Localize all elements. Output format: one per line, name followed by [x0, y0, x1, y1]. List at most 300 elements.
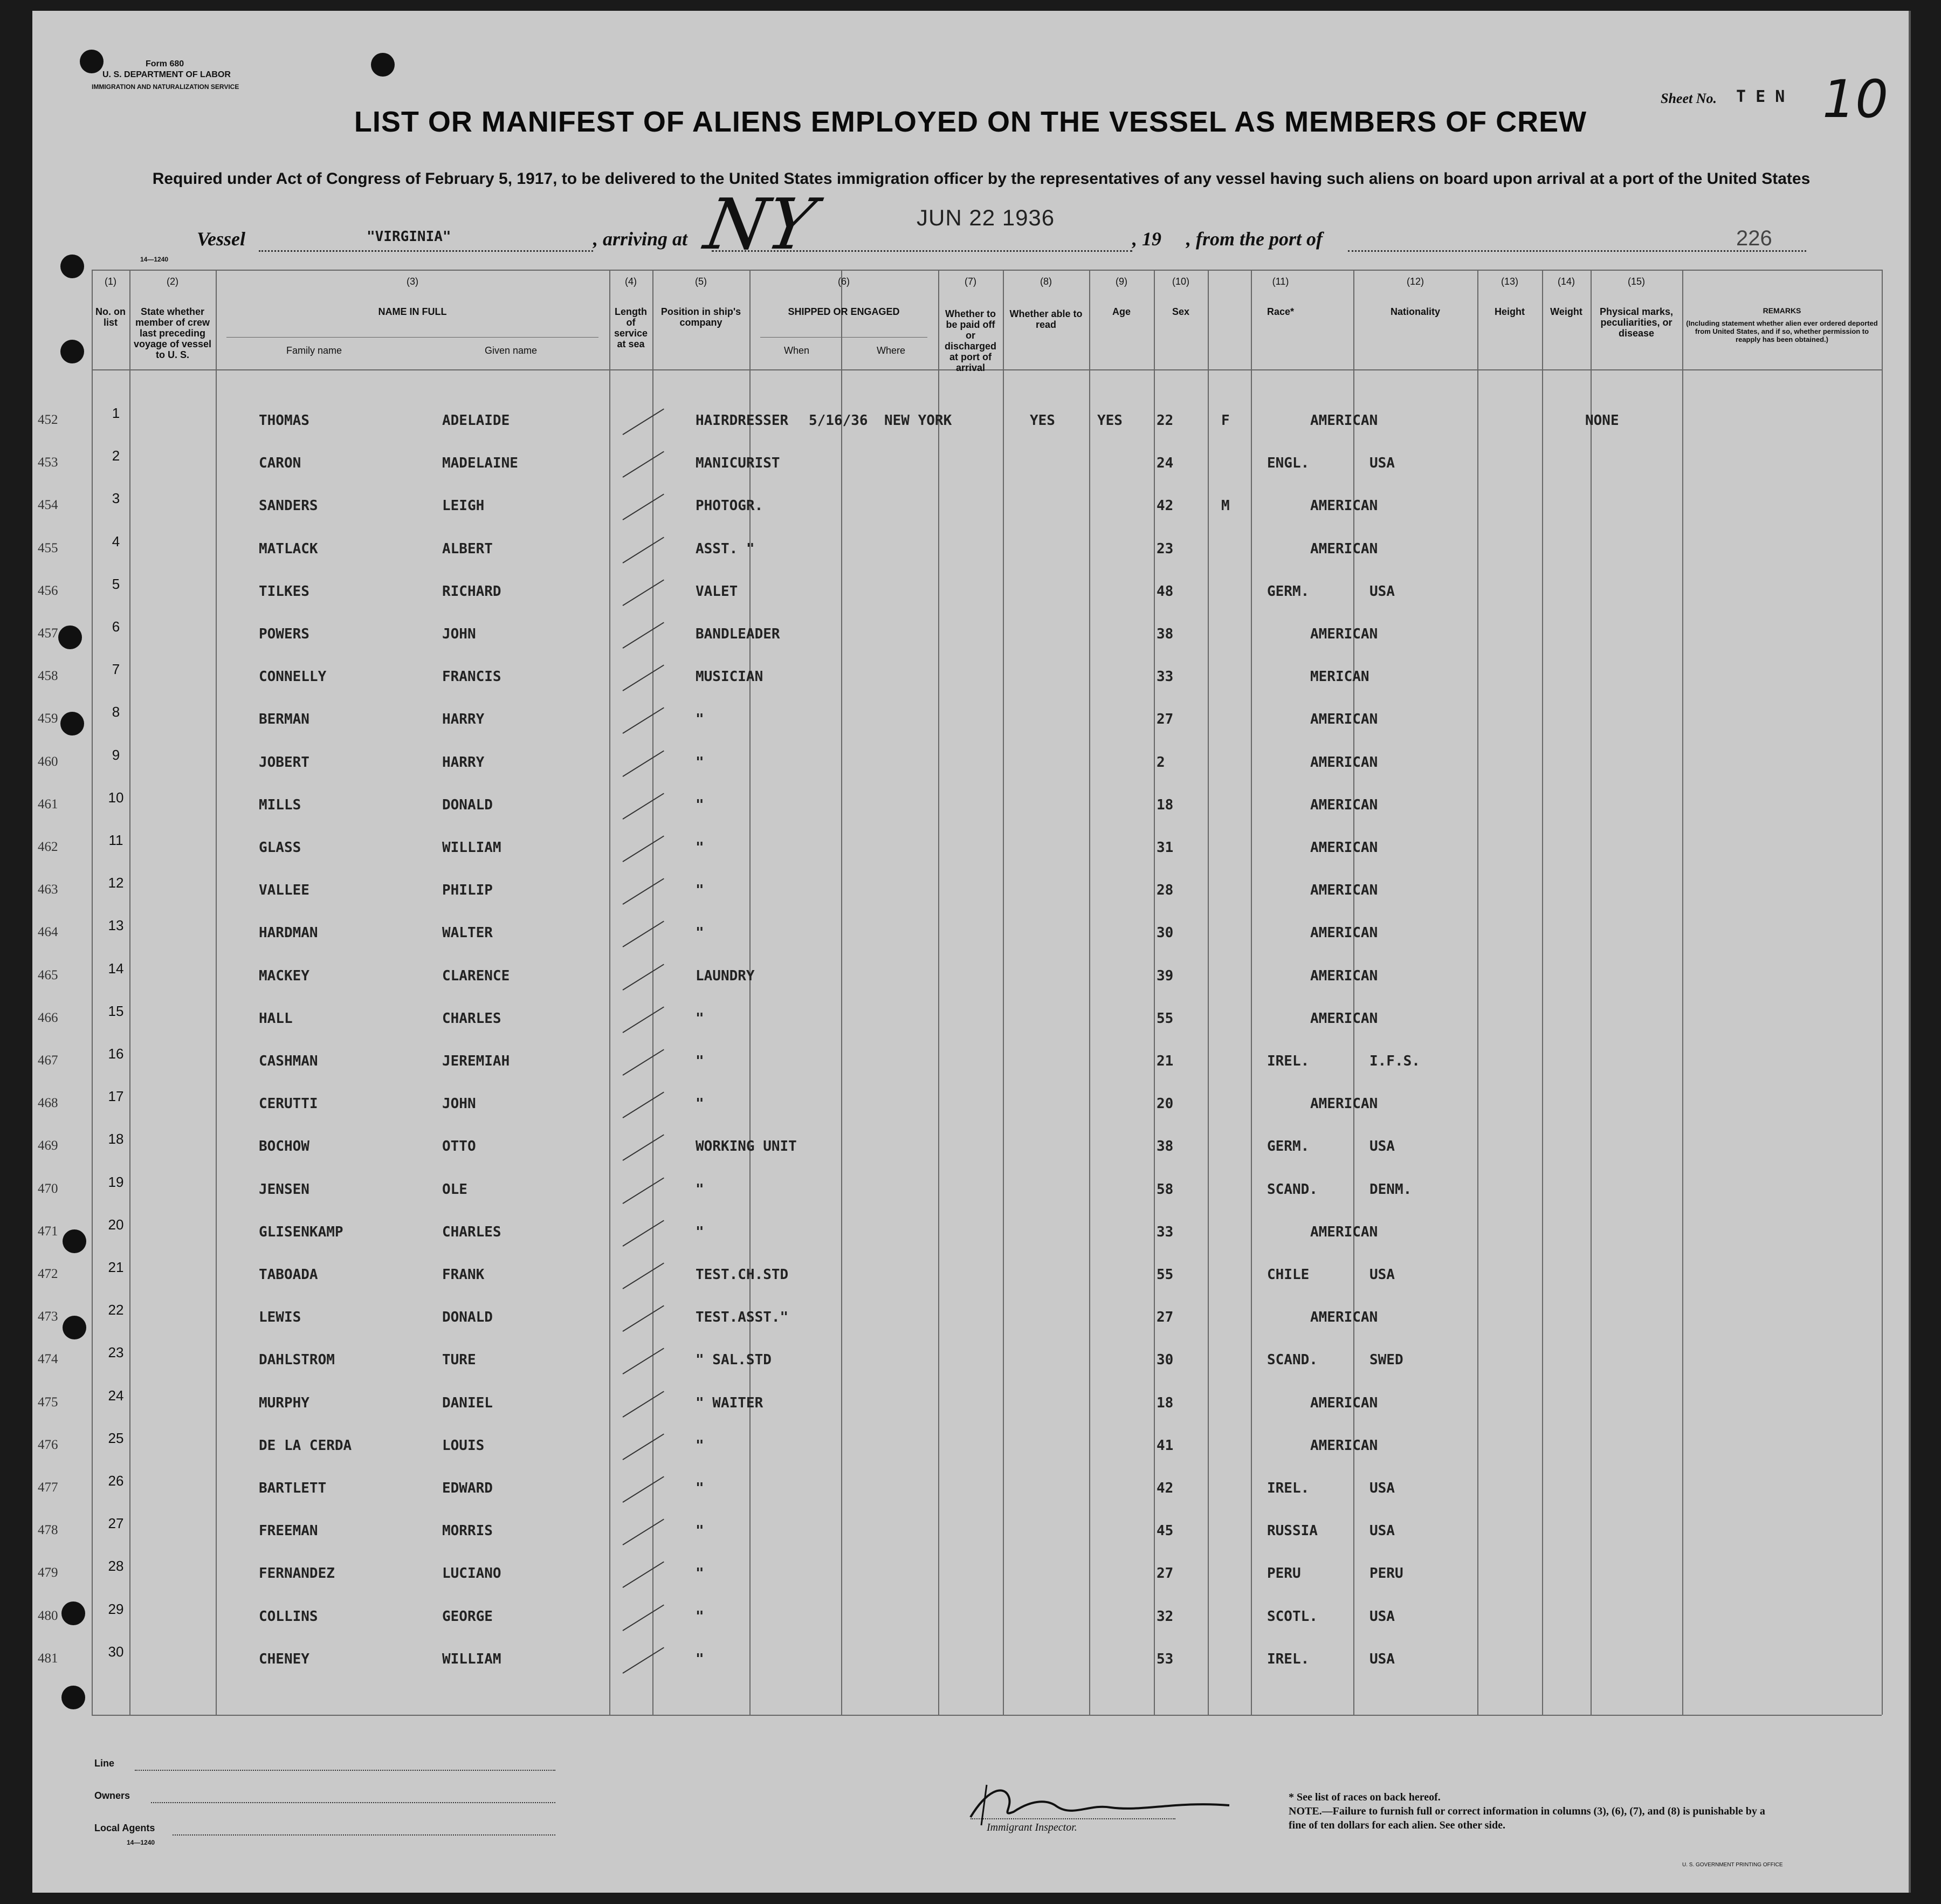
date-stamp: JUN 22 1936: [917, 205, 1055, 230]
row-number: 27: [108, 1515, 124, 1532]
race: AMERICAN: [1310, 840, 1378, 856]
manifest-number: 465: [38, 967, 58, 982]
sex: F: [1221, 413, 1230, 429]
race: SCAND.: [1267, 1352, 1318, 1369]
family-name: JOBERT: [259, 754, 309, 771]
column-header: No. on list: [95, 306, 126, 328]
age: 42: [1157, 1480, 1174, 1496]
row-number: 13: [108, 917, 124, 934]
nationality: USA: [1369, 1138, 1395, 1155]
given-name: DANIEL: [442, 1394, 493, 1411]
form-number: Form 680: [146, 59, 184, 68]
row-number: 8: [112, 704, 120, 720]
given-name: LEIGH: [442, 498, 485, 514]
manifest-number: 454: [38, 498, 58, 513]
table-row: [92, 1643, 1882, 1688]
nationality: USA: [1369, 583, 1395, 600]
race: AMERICAN: [1310, 796, 1378, 813]
family-name: DE LA CERDA: [259, 1437, 352, 1454]
age: 42: [1157, 498, 1174, 514]
given-name: WILLIAM: [442, 1651, 501, 1667]
column-number: (6): [838, 276, 850, 287]
given-name: FRANCIS: [442, 669, 501, 685]
manifest-number: 470: [38, 1181, 58, 1196]
family-name: SANDERS: [259, 498, 318, 514]
family-name: CARON: [259, 455, 301, 472]
shipped-where: NEW YORK: [884, 413, 952, 429]
table-row: [92, 1002, 1882, 1048]
column-number: (7): [965, 276, 976, 287]
row-number: 16: [108, 1046, 124, 1062]
row-number: 6: [112, 618, 120, 635]
position: BANDLEADER: [696, 626, 780, 642]
table-row: [92, 1560, 1882, 1603]
given-name: JOHN: [442, 626, 476, 642]
table-row: [92, 746, 1882, 792]
nationality: PERU: [1369, 1565, 1403, 1582]
table-row: [92, 877, 1882, 919]
given-name: EDWARD: [442, 1480, 493, 1496]
printer-credit: U. S. GOVERNMENT PRINTING OFFICE: [1682, 1862, 1783, 1868]
manifest-number: 472: [38, 1267, 58, 1281]
race: AMERICAN: [1310, 925, 1378, 941]
table-row: [92, 1261, 1882, 1304]
family-name: TABOADA: [259, 1267, 318, 1283]
family-name: JENSEN: [259, 1181, 309, 1198]
table-bottom-border: [92, 1715, 1882, 1716]
manifest-number: 467: [38, 1053, 58, 1068]
row-number: 17: [108, 1088, 124, 1105]
family-name: DAHLSTROM: [259, 1352, 335, 1369]
age: 27: [1157, 711, 1174, 728]
race: GERM.: [1267, 1138, 1310, 1155]
position: ": [696, 796, 704, 813]
nationality: USA: [1369, 1480, 1395, 1496]
column-number: (8): [1040, 276, 1052, 287]
table-row: [92, 492, 1882, 535]
given-name: RICHARD: [442, 583, 501, 600]
given-name: MORRIS: [442, 1523, 493, 1539]
column-header: Physical marks, peculiarities, or disease: [1599, 306, 1674, 339]
form-code: 14—1240: [140, 256, 169, 263]
age: 55: [1157, 1010, 1174, 1027]
table-row: [92, 663, 1882, 706]
manifest-number: 478: [38, 1523, 58, 1538]
column-header: Length of service at sea: [614, 306, 648, 349]
row-number: 3: [112, 490, 120, 507]
inspector-line: [970, 1818, 1175, 1819]
table-row: [92, 1133, 1882, 1176]
race: AMERICAN: [1310, 413, 1378, 429]
column-header: Whether able to read: [1009, 308, 1083, 330]
family-name: GLASS: [259, 840, 301, 856]
column-header: Height: [1495, 306, 1525, 317]
races-note: * See list of races on back hereof.: [1289, 1791, 1441, 1803]
column-number: (10): [1172, 276, 1189, 287]
position: ": [696, 1010, 704, 1027]
position: TEST.ASST.": [696, 1309, 789, 1326]
table-row: [92, 1090, 1882, 1133]
manifest-number: 456: [38, 583, 58, 598]
age: 38: [1157, 1138, 1174, 1155]
row-number: 23: [108, 1344, 124, 1361]
manifest-number: 462: [38, 840, 58, 854]
table-row: [92, 1390, 1882, 1432]
age: 48: [1157, 583, 1174, 600]
row-number: 10: [108, 789, 124, 806]
table-top-border: [92, 270, 1882, 271]
family-name: HALL: [259, 1010, 293, 1027]
binder-hole: [61, 1686, 85, 1709]
stamp-number: 226: [1736, 226, 1772, 250]
row-number: 28: [108, 1558, 124, 1575]
binder-hole: [58, 625, 82, 649]
family-name: BARTLETT: [259, 1480, 327, 1496]
position: PHOTOGR.: [696, 498, 763, 514]
age: 23: [1157, 540, 1174, 557]
department-name: U. S. DEPARTMENT OF LABOR: [102, 70, 231, 79]
row-number: 12: [108, 875, 124, 891]
column-number: (4): [625, 276, 637, 287]
column-divider: [1882, 270, 1883, 1715]
manifest-sheet: [32, 11, 1911, 1893]
table-row: [92, 1346, 1882, 1389]
column-header: State whether member of crew last preceding voyage of vessel to U. S.: [133, 306, 212, 360]
column-header: Position in ship's company: [660, 306, 741, 328]
age: 2: [1157, 754, 1165, 771]
row-number: 15: [108, 1002, 124, 1019]
family-name: CHENEY: [259, 1651, 309, 1667]
race: AMERICAN: [1310, 1309, 1378, 1326]
age: 45: [1157, 1523, 1174, 1539]
position: " SAL.STD: [696, 1352, 772, 1369]
nationality: I.F.S.: [1369, 1053, 1420, 1069]
race: CHILE: [1267, 1267, 1310, 1283]
position: TEST.CH.STD: [696, 1267, 789, 1283]
race: PERU: [1267, 1565, 1301, 1582]
column-header: SHIPPED OR ENGAGED: [788, 306, 900, 317]
year-label: , 19: [1132, 228, 1161, 250]
position: ": [696, 1437, 704, 1454]
given-name: LUCIANO: [442, 1565, 501, 1582]
age: 41: [1157, 1437, 1174, 1454]
binder-hole: [60, 340, 84, 363]
manifest-number: 471: [38, 1223, 58, 1239]
given-name: DONALD: [442, 796, 493, 813]
column-number: (1): [105, 276, 116, 287]
table-row: [92, 450, 1882, 492]
manifest-number: 461: [38, 796, 58, 812]
column-number: (3): [407, 276, 418, 287]
given-name: DONALD: [442, 1309, 493, 1326]
service-name: IMMIGRATION AND NATURALIZATION SERVICE: [92, 83, 239, 91]
column-number: (2): [167, 276, 178, 287]
race: SCOTL.: [1267, 1608, 1318, 1625]
age: 18: [1157, 1394, 1174, 1411]
given-name: PHILIP: [442, 882, 493, 899]
owners-field: [151, 1802, 555, 1803]
row-number: 30: [108, 1643, 124, 1660]
given-name: JOHN: [442, 1096, 476, 1112]
column-header: Whether to be paid off or discharged at port of arrival: [944, 308, 997, 373]
column-number: (13): [1501, 276, 1518, 287]
family-name: BOCHOW: [259, 1138, 309, 1155]
page-title: LIST OR MANIFEST OF ALIENS EMPLOYED ON THE VESSEL AS MEMBERS OF CREW: [354, 106, 1587, 138]
manifest-number: 460: [38, 754, 58, 769]
age: 53: [1157, 1651, 1174, 1667]
table-row: [92, 1600, 1882, 1646]
column-subheader: Given name: [484, 345, 538, 356]
row-number: 24: [108, 1387, 124, 1404]
nationality: USA: [1369, 1523, 1395, 1539]
paid-off: YES: [1030, 413, 1055, 429]
column-number: (11): [1272, 276, 1289, 287]
position: WORKING UNIT: [696, 1138, 797, 1155]
manifest-number: 452: [38, 413, 58, 427]
family-name: FERNANDEZ: [259, 1565, 335, 1582]
age: 58: [1157, 1181, 1174, 1198]
nationality: DENM.: [1369, 1181, 1412, 1198]
able-to-read: YES: [1097, 413, 1123, 429]
given-name: LOUIS: [442, 1437, 485, 1454]
table-row: [92, 575, 1882, 621]
row-number: 22: [108, 1302, 124, 1318]
column-header: Weight: [1550, 306, 1582, 317]
given-name: JEREMIAH: [442, 1053, 510, 1069]
manifest-number: 464: [38, 925, 58, 940]
column-header: Sex: [1172, 306, 1190, 317]
sheet-number-label: Sheet No.: [1661, 91, 1717, 106]
manifest-number: 474: [38, 1352, 58, 1367]
manifest-number: 463: [38, 882, 58, 897]
given-name: ALBERT: [442, 540, 493, 557]
table-row: [92, 1475, 1882, 1517]
column-subheader: Where: [876, 345, 905, 356]
family-name: FREEMAN: [259, 1523, 318, 1539]
column-header: Age: [1112, 306, 1131, 317]
race: IREL.: [1267, 1480, 1310, 1496]
family-name: POWERS: [259, 626, 309, 642]
local-agents-field: [173, 1834, 555, 1836]
race: SCAND.: [1267, 1181, 1318, 1198]
sheet-number-handwritten: 10: [1822, 69, 1889, 129]
position: ": [696, 711, 704, 728]
binder-hole: [60, 712, 84, 736]
family-name: CASHMAN: [259, 1053, 318, 1069]
local-agents-code: 14—1240: [127, 1839, 155, 1846]
position: ": [696, 754, 704, 771]
age: 32: [1157, 1608, 1174, 1625]
vessel-label: Vessel: [197, 228, 245, 250]
race: AMERICAN: [1310, 1223, 1378, 1240]
manifest-number: 457: [38, 626, 58, 641]
row-number: 2: [112, 448, 120, 464]
given-name: MADELAINE: [442, 455, 518, 472]
row-number: 1: [112, 405, 120, 421]
race: AMERICAN: [1310, 1096, 1378, 1112]
from-port-label: , from the port of: [1186, 228, 1323, 250]
row-number: 26: [108, 1473, 124, 1489]
subheader-rule: [226, 337, 598, 338]
given-name: WILLIAM: [442, 840, 501, 856]
race: AMERICAN: [1310, 540, 1378, 557]
position: ": [696, 925, 704, 941]
given-name: CHARLES: [442, 1223, 501, 1240]
family-name: MURPHY: [259, 1394, 309, 1411]
row-number: 14: [108, 960, 124, 977]
race: AMERICAN: [1310, 711, 1378, 728]
age: 22: [1157, 413, 1174, 429]
given-name: OTTO: [442, 1138, 476, 1155]
binder-hole: [63, 1229, 86, 1253]
column-number: (12): [1406, 276, 1424, 287]
race: AMERICAN: [1310, 1437, 1378, 1454]
family-name: MATLACK: [259, 540, 318, 557]
manifest-number: 459: [38, 711, 58, 726]
row-number: 25: [108, 1429, 124, 1446]
family-name: MACKEY: [259, 967, 309, 984]
race: AMERICAN: [1310, 967, 1378, 984]
position: ": [696, 1651, 704, 1667]
age: 18: [1157, 796, 1174, 813]
family-name: LEWIS: [259, 1309, 301, 1326]
column-number: (5): [695, 276, 707, 287]
row-number: 21: [108, 1259, 124, 1275]
position: ": [696, 840, 704, 856]
binder-hole: [371, 53, 395, 77]
given-name: HARRY: [442, 711, 485, 728]
table-row: [92, 535, 1882, 578]
binder-hole: [60, 255, 84, 278]
family-name: CERUTTI: [259, 1096, 318, 1112]
age: 30: [1157, 925, 1174, 941]
column-header: Race*: [1267, 306, 1295, 317]
manifest-number: 480: [38, 1608, 58, 1623]
position: ": [696, 1523, 704, 1539]
row-number: 9: [112, 746, 120, 763]
manifest-number: 473: [38, 1309, 58, 1324]
table-row: [92, 706, 1882, 748]
age: 24: [1157, 455, 1174, 472]
family-name: BERMAN: [259, 711, 309, 728]
race: AMERICAN: [1310, 498, 1378, 514]
row-number: 11: [108, 832, 123, 848]
row-number: 29: [108, 1600, 124, 1617]
age: 28: [1157, 882, 1174, 899]
race: RUSSIA: [1267, 1523, 1318, 1539]
position: ": [696, 1565, 704, 1582]
family-name: HARDMAN: [259, 925, 318, 941]
manifest-number: 479: [38, 1565, 58, 1580]
race: AMERICAN: [1310, 1010, 1378, 1027]
sex: M: [1221, 498, 1230, 514]
position: ": [696, 1480, 704, 1496]
vessel-name: "VIRGINIA": [367, 229, 451, 245]
penalty-note: NOTE.—Failure to furnish full or correct information in columns (3), (6), (7), and (8) is punishable by a fine of ten dollars for each alien. See other side.: [1289, 1805, 1765, 1831]
column-subheader: (Including statement whether alien ever ordered deported from United States, and if so, whether permission to reapply has been obtained.): [1686, 319, 1878, 343]
age: 55: [1157, 1267, 1174, 1283]
race: IREL.: [1267, 1651, 1310, 1667]
column-header: Nationality: [1390, 306, 1440, 317]
nationality: USA: [1369, 455, 1395, 472]
given-name: GEORGE: [442, 1608, 493, 1625]
family-name: VALLEE: [259, 882, 309, 899]
row-number: 5: [112, 575, 120, 592]
column-number: (14): [1557, 276, 1575, 287]
column-number: (9): [1116, 276, 1127, 287]
given-name: WALTER: [442, 925, 493, 941]
row-number: 19: [108, 1173, 124, 1190]
table-row: [92, 1304, 1882, 1346]
physical-marks: NONE: [1585, 413, 1619, 429]
column-subheader: Family name: [286, 345, 342, 356]
family-name: GLISENKAMP: [259, 1223, 343, 1240]
race: AMERICAN: [1310, 754, 1378, 771]
page-subtitle: Required under Act of Congress of February 5, 1917, to be delivered to the United States immigration officer by the representatives of any vessel having such aliens on board upon arrival at a port of the United States: [152, 170, 1811, 188]
race: MERICAN: [1310, 669, 1369, 685]
manifest-number: 453: [38, 455, 58, 470]
manifest-number: 468: [38, 1096, 58, 1111]
position: ": [696, 882, 704, 899]
age: 31: [1157, 840, 1174, 856]
row-number: 20: [108, 1216, 124, 1233]
given-name: TURE: [442, 1352, 476, 1369]
table-row: [92, 621, 1882, 663]
column-header: REMARKS: [1763, 306, 1801, 315]
given-name: HARRY: [442, 754, 485, 771]
table-row: [92, 1048, 1882, 1090]
manifest-number: 458: [38, 669, 58, 684]
binder-hole: [63, 1316, 86, 1339]
race: AMERICAN: [1310, 1394, 1378, 1411]
table-row: [92, 792, 1882, 834]
manifest-number: 466: [38, 1010, 58, 1025]
age: 27: [1157, 1565, 1174, 1582]
subheader-rule: [760, 337, 927, 338]
position: MUSICIAN: [696, 669, 763, 685]
local-agents-label: Local Agents: [94, 1823, 155, 1833]
given-name: CHARLES: [442, 1010, 501, 1027]
given-name: ADELAIDE: [442, 413, 510, 429]
race: ENGL.: [1267, 455, 1310, 472]
position: ASST. ": [696, 540, 755, 557]
race: IREL.: [1267, 1053, 1310, 1069]
owners-label: Owners: [94, 1790, 130, 1801]
row-number: 4: [112, 533, 120, 549]
nationality: USA: [1369, 1608, 1395, 1625]
line-field: [135, 1770, 555, 1771]
position: LAUNDRY: [696, 967, 755, 984]
family-name: THOMAS: [259, 413, 309, 429]
manifest-number: 481: [38, 1651, 58, 1666]
manifest-number: 475: [38, 1394, 58, 1410]
line-label: Line: [94, 1758, 115, 1769]
arriving-label: , arriving at: [593, 228, 688, 250]
manifest-number: 469: [38, 1138, 58, 1153]
given-name: OLE: [442, 1181, 467, 1198]
given-name: CLARENCE: [442, 967, 510, 984]
age: 21: [1157, 1053, 1174, 1069]
table-row: [92, 834, 1882, 877]
position: ": [696, 1096, 704, 1112]
table-row: [92, 1219, 1882, 1261]
inspector-label: Immigrant Inspector.: [987, 1821, 1077, 1833]
manifest-number: 476: [38, 1437, 58, 1452]
shipped-when: 5/16/36: [809, 413, 868, 429]
nationality: USA: [1369, 1267, 1395, 1283]
row-number: 7: [112, 661, 120, 678]
position: MANICURIST: [696, 455, 780, 472]
